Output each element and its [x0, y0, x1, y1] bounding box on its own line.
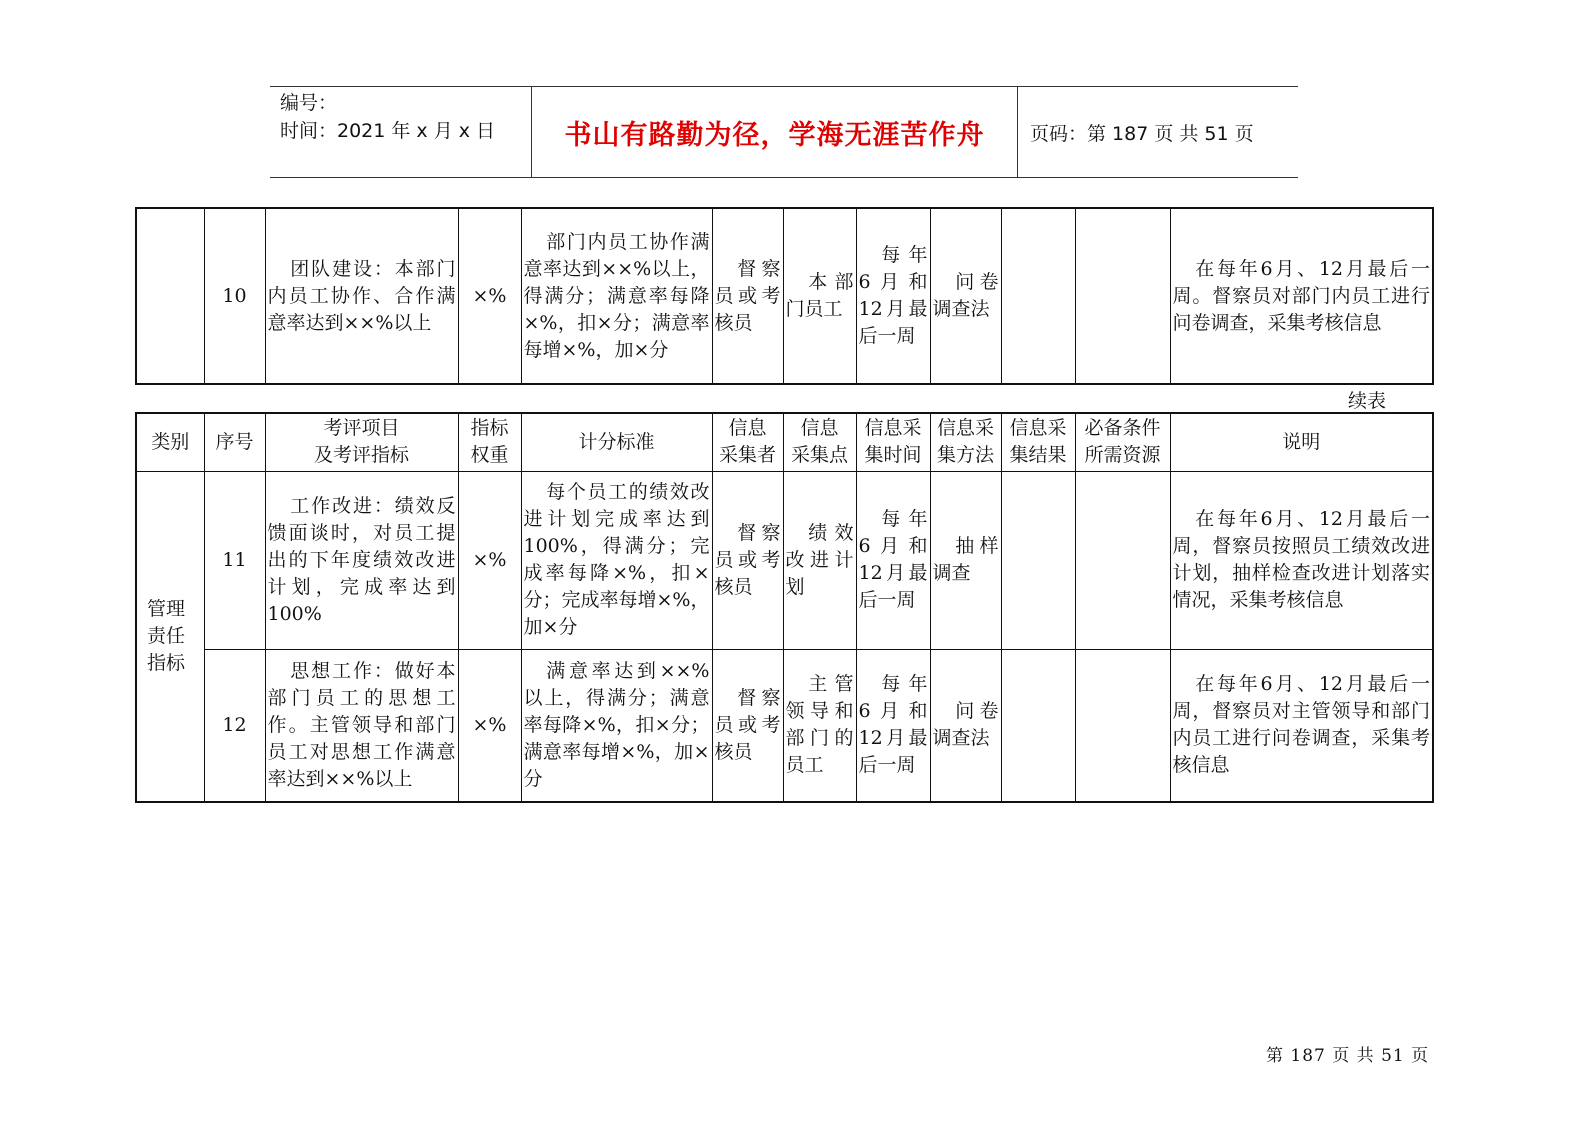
col-header-method-line2: 集方法	[936, 444, 994, 467]
resource-cell	[1075, 649, 1170, 802]
method-cell: 抽样调查	[930, 471, 1001, 649]
collector-cell: 督察员或考核员	[712, 208, 783, 384]
col-header-weight	[458, 413, 521, 471]
result-cell	[1001, 471, 1075, 649]
header-meta	[270, 87, 532, 177]
col-header-time-line1: 信息采	[864, 417, 922, 440]
weight-cell: ×%	[458, 208, 521, 384]
col-header-point	[783, 413, 856, 471]
col-header-item-line1: 考评项目	[323, 417, 400, 440]
seq-cell: 11	[204, 471, 265, 649]
col-header-result-line2: 集结果	[1009, 444, 1067, 467]
col-header-method	[930, 413, 1001, 471]
point-cell: 绩效改进计划	[783, 471, 856, 649]
time-cell: 每年6月和12月最后一周	[856, 649, 930, 802]
page-header	[270, 86, 1298, 178]
category-cell	[136, 208, 204, 384]
resource-cell	[1075, 208, 1170, 384]
header-motto: 书山有路勤为径，学海无涯苦作舟	[532, 87, 1018, 177]
col-header-weight-line1: 指标	[470, 417, 509, 440]
item-cell: 工作改进：绩效反馈面谈时，对员工提出的下年度绩效改进计划，完成率达到100%	[265, 471, 458, 649]
col-header-time-line2: 集时间	[864, 444, 922, 467]
weight-cell: ×%	[458, 649, 521, 802]
col-header-resource-line1: 必备条件	[1084, 417, 1161, 440]
col-header-item	[265, 413, 458, 471]
result-cell	[1001, 649, 1075, 802]
time-cell: 每年6月和12月最后一周	[856, 208, 930, 384]
evaluation-table-part1	[135, 207, 1434, 385]
seq-cell: 10	[204, 208, 265, 384]
note-cell: 在每年6月、12月最后一周。督察员对部门内员工进行问卷调查，采集考核信息	[1170, 208, 1433, 384]
table-header-row	[136, 413, 1433, 471]
result-cell	[1001, 208, 1075, 384]
document-date: 时间：2021 年 x 月 x 日	[280, 120, 496, 142]
resource-cell	[1075, 471, 1170, 649]
method-cell: 问卷调查法	[930, 649, 1001, 802]
document-number-label: 编号：	[280, 92, 338, 114]
col-header-point-line2: 采集点	[790, 444, 848, 467]
col-header-seq: 序号	[204, 413, 265, 471]
col-header-scoring: 计分标准	[521, 413, 712, 471]
col-header-collector-line1: 信息	[728, 417, 767, 440]
col-header-collector-line2: 采集者	[718, 444, 776, 467]
scoring-cell: 满意率达到××%以上，得满分；满意率每降×%，扣×分；满意率每增×%，加×分	[521, 649, 712, 802]
col-header-weight-line2: 权重	[470, 444, 509, 467]
item-cell: 思想工作：做好本部门员工的思想工作。主管领导和部门员工对思想工作满意率达到××%以上	[265, 649, 458, 802]
col-header-point-line1: 信息	[800, 417, 839, 440]
time-cell: 每年6月和12月最后一周	[856, 471, 930, 649]
header-page-info: 页码：第 187 页 共 51 页	[1030, 122, 1254, 145]
col-header-method-line1: 信息采	[936, 417, 994, 440]
col-header-resource	[1075, 413, 1170, 471]
page-footer: 第 187 页 共 51 页	[1266, 1046, 1430, 1066]
col-header-category: 类别	[136, 413, 204, 471]
continued-label: 续表	[1348, 390, 1387, 412]
point-cell: 主管领导和部门的员工	[783, 649, 856, 802]
scoring-cell: 部门内员工协作满意率达到××%以上，得满分；满意率每降×%，扣×分；满意率每增×%，加×分	[521, 208, 712, 384]
note-cell: 在每年6月、12月最后一周，督察员对主管领导和部门内员工进行问卷调查，采集考核信息	[1170, 649, 1433, 802]
category-cell: 管理责任指标	[136, 471, 204, 802]
table-row	[136, 471, 1433, 649]
table-row	[136, 208, 1433, 384]
item-cell: 团队建设：本部门内员工协作、合作满意率达到××%以上	[265, 208, 458, 384]
method-cell: 问卷调查法	[930, 208, 1001, 384]
col-header-collector	[712, 413, 783, 471]
note-cell: 在每年6月、12月最后一周，督察员按照员工绩效改进计划，抽样检查改进计划落实情况，采集考核信息	[1170, 471, 1433, 649]
col-header-result-line1: 信息采	[1009, 417, 1067, 440]
col-header-note: 说明	[1170, 413, 1433, 471]
col-header-resource-line2: 所需资源	[1084, 444, 1161, 467]
collector-cell: 督察员或考核员	[712, 649, 783, 802]
point-cell: 本部门员工	[783, 208, 856, 384]
col-header-result	[1001, 413, 1075, 471]
seq-cell: 12	[204, 649, 265, 802]
evaluation-table-part2	[135, 412, 1434, 803]
col-header-time	[856, 413, 930, 471]
collector-cell: 督察员或考核员	[712, 471, 783, 649]
scoring-cell: 每个员工的绩效改进计划完成率达到100%，得满分；完成率每降×%，扣×分；完成率每增×%，加×分	[521, 471, 712, 649]
table-row	[136, 649, 1433, 802]
col-header-item-line2: 及考评指标	[313, 444, 409, 467]
weight-cell: ×%	[458, 471, 521, 649]
